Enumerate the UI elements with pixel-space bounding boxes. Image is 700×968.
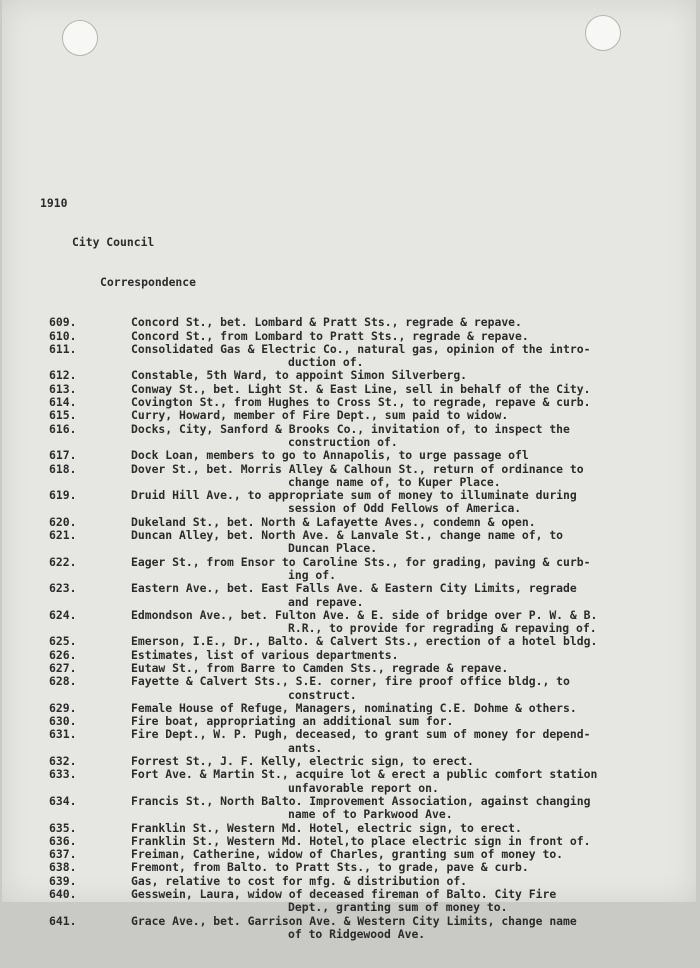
entry-text-continued: ants. [288, 740, 323, 755]
list-item [2, 396, 696, 409]
entry-number: 618. [49, 461, 77, 476]
entry-number: 632. [49, 754, 77, 769]
entry-number: 619. [49, 488, 77, 503]
list-item [2, 822, 696, 835]
header-section: Correspondence [100, 275, 197, 290]
list-item [2, 915, 696, 942]
entry-text: Conway St., bet. Light St. & East Line, sell in behalf of the City. [131, 381, 591, 396]
entry-text: Curry, Howard, member of Fire Dept., sum paid to widow. [131, 408, 509, 423]
entry-number: 613. [49, 381, 77, 396]
list-item [2, 556, 696, 583]
entry-number: 636. [49, 833, 77, 848]
list-item [2, 609, 696, 636]
entry-text-continued: and repave. [288, 594, 364, 609]
list-item [2, 383, 696, 396]
punch-hole-left [62, 20, 98, 56]
entry-number: 625. [49, 634, 77, 649]
list-item [2, 423, 696, 450]
entry-text: Forrest St., J. F. Kelly, electric sign, to erect. [131, 754, 474, 769]
list-item [2, 702, 696, 715]
typed-text-block [2, 170, 696, 968]
entry-text: Dover St., bet. Morris Alley & Calhoun St., return of ordinance to [131, 461, 584, 476]
entry-number: 635. [49, 820, 77, 835]
entry-text: Edmondson Ave., bet. Fulton Ave. & E. side of bridge over P. W. & B. [131, 607, 598, 622]
entry-text-continued: construction of. [288, 434, 398, 449]
entry-number: 628. [49, 674, 77, 689]
entry-number: 624. [49, 607, 77, 622]
entry-number: 631. [49, 727, 77, 742]
entry-text: Docks, City, Sanford & Brooks Co., invitation of, to inspect the [131, 421, 570, 436]
entry-text: Consolidated Gas & Electric Co., natural gas, opinion of the intro- [131, 341, 591, 356]
entry-text: Dock Loan, members to go to Annapolis, to urge passage ofl [131, 448, 529, 463]
entry-text: Eastern Ave., bet. East Falls Ave. & Eastern City Limits, regrade [131, 581, 577, 596]
entry-number: 633. [49, 767, 77, 782]
list-item [2, 861, 696, 874]
list-item [2, 529, 696, 556]
list-item [2, 795, 696, 822]
entry-text-continued: duction of. [288, 355, 364, 370]
list-item [2, 463, 696, 490]
list-item [2, 848, 696, 861]
entry-text-continued: ing of. [288, 567, 337, 582]
list-item [2, 489, 696, 516]
list-item [2, 835, 696, 848]
entry-number: 637. [49, 847, 77, 862]
entry-number: 638. [49, 860, 77, 875]
entry-text: Eutaw St., from Barre to Camden Sts., regrade & repave. [131, 660, 509, 675]
entry-number: 626. [49, 647, 77, 662]
entry-text: Gas, relative to cost for mfg. & distribution of. [131, 873, 468, 888]
list-item [2, 768, 696, 795]
entry-number: 623. [49, 581, 77, 596]
entry-number: 610. [49, 328, 77, 343]
entry-text: Concord St., from Lombard to Pratt Sts., regrade & repave. [131, 328, 529, 343]
entry-text: Estimates, list of various departments. [131, 647, 399, 662]
entry-text: Emerson, I.E., Dr., Balto. & Calvert Sts., erection of a hotel bldg. [131, 634, 598, 649]
entry-text: Fire boat, appropriating an additional sum for. [131, 714, 454, 729]
header-year: 1910 [40, 195, 68, 210]
entry-number: 621. [49, 528, 77, 543]
entry-number: 614. [49, 395, 77, 410]
entry-number: 620. [49, 514, 77, 529]
entry-text: Franklin St., Western Md. Hotel, electric sign, to erect. [131, 820, 522, 835]
entry-text: Fayette & Calvert Sts., S.E. corner, fire proof office bldg., to [131, 674, 570, 689]
list-item [2, 343, 696, 370]
list-item [2, 316, 696, 329]
entry-text-continued: name of to Parkwood Ave. [288, 807, 453, 822]
list-item [2, 755, 696, 768]
entry-text: Fremont, from Balto. to Pratt Sts., to grade, pave & curb. [131, 860, 529, 875]
list-item [2, 330, 696, 343]
list-item [2, 728, 696, 755]
entry-text: Francis St., North Balto. Improvement Association, against changing [131, 793, 591, 808]
entry-text: Female House of Refuge, Managers, nominating C.E. Dohme & others. [131, 700, 577, 715]
document-page [2, 0, 696, 941]
entry-text-continued: session of Odd Fellows of America. [288, 501, 522, 516]
list-item [2, 449, 696, 462]
list-item [2, 715, 696, 728]
entry-number: 612. [49, 368, 77, 383]
entry-number: 629. [49, 700, 77, 715]
entry-number: 616. [49, 421, 77, 436]
entry-text: Grace Ave., bet. Garrison Ave. & Western City Limits, change name [131, 913, 577, 928]
entry-number: 639. [49, 873, 77, 888]
entry-text-continued: construct. [288, 687, 357, 702]
list-item [2, 516, 696, 529]
entry-text: Dukeland St., bet. North & Lafayette Aves., condemn & open. [131, 514, 536, 529]
list-item [2, 409, 696, 422]
entry-number: 617. [49, 448, 77, 463]
entry-number: 622. [49, 554, 77, 569]
entry-number: 641. [49, 913, 77, 928]
entry-number: 627. [49, 660, 77, 675]
entry-text-continued: change name of, to Kuper Place. [288, 474, 501, 489]
entry-text-continued: unfavorable report on. [288, 780, 439, 795]
entry-text: Covington St., from Hughes to Cross St., to regrade, repave & curb. [131, 395, 591, 410]
entry-number: 611. [49, 341, 77, 356]
entry-text: Druid Hill Ave., to appropriate sum of money to illuminate during [131, 488, 577, 503]
entry-number: 615. [49, 408, 77, 423]
entry-text: Fort Ave. & Martin St., acquire lot & erect a public comfort station [131, 767, 598, 782]
entry-text-continued: Dept., granting sum of money to. [288, 900, 508, 915]
entry-number: 609. [49, 315, 77, 330]
entry-text: Franklin St., Western Md. Hotel,to place electric sign in front of. [131, 833, 591, 848]
entry-text: Concord St., bet. Lombard & Pratt Sts., regrade & repave. [131, 315, 522, 330]
list-item [2, 635, 696, 648]
list-item [2, 369, 696, 382]
entry-text: Fire Dept., W. P. Pugh, deceased, to grant sum of money for depend- [131, 727, 591, 742]
entry-list [2, 316, 696, 941]
entry-text: Constable, 5th Ward, to appoint Simon Silverberg. [131, 368, 468, 383]
entry-text-continued: Duncan Place. [288, 541, 378, 556]
list-item [2, 582, 696, 609]
list-item [2, 649, 696, 662]
list-item [2, 875, 696, 888]
entry-text: Eager St., from Ensor to Caroline Sts., for grading, paving & curb- [131, 554, 591, 569]
list-item [2, 888, 696, 915]
entry-text: Gesswein, Laura, widow of deceased fireman of Balto. City Fire [131, 887, 557, 902]
punch-hole-right [585, 15, 621, 51]
entry-text: Duncan Alley, bet. North Ave. & Lanvale St., change name of, to [131, 528, 564, 543]
entry-text: Freiman, Catherine, widow of Charles, granting sum of money to. [131, 847, 564, 862]
list-item [2, 675, 696, 702]
entry-text-continued: R.R., to provide for regrading & repaving of. [288, 621, 597, 636]
entry-number: 630. [49, 714, 77, 729]
entry-number: 634. [49, 793, 77, 808]
entry-text-continued: of to Ridgewood Ave. [288, 926, 426, 941]
list-item [2, 662, 696, 675]
header-council: City Council [72, 235, 155, 250]
entry-number: 640. [49, 887, 77, 902]
